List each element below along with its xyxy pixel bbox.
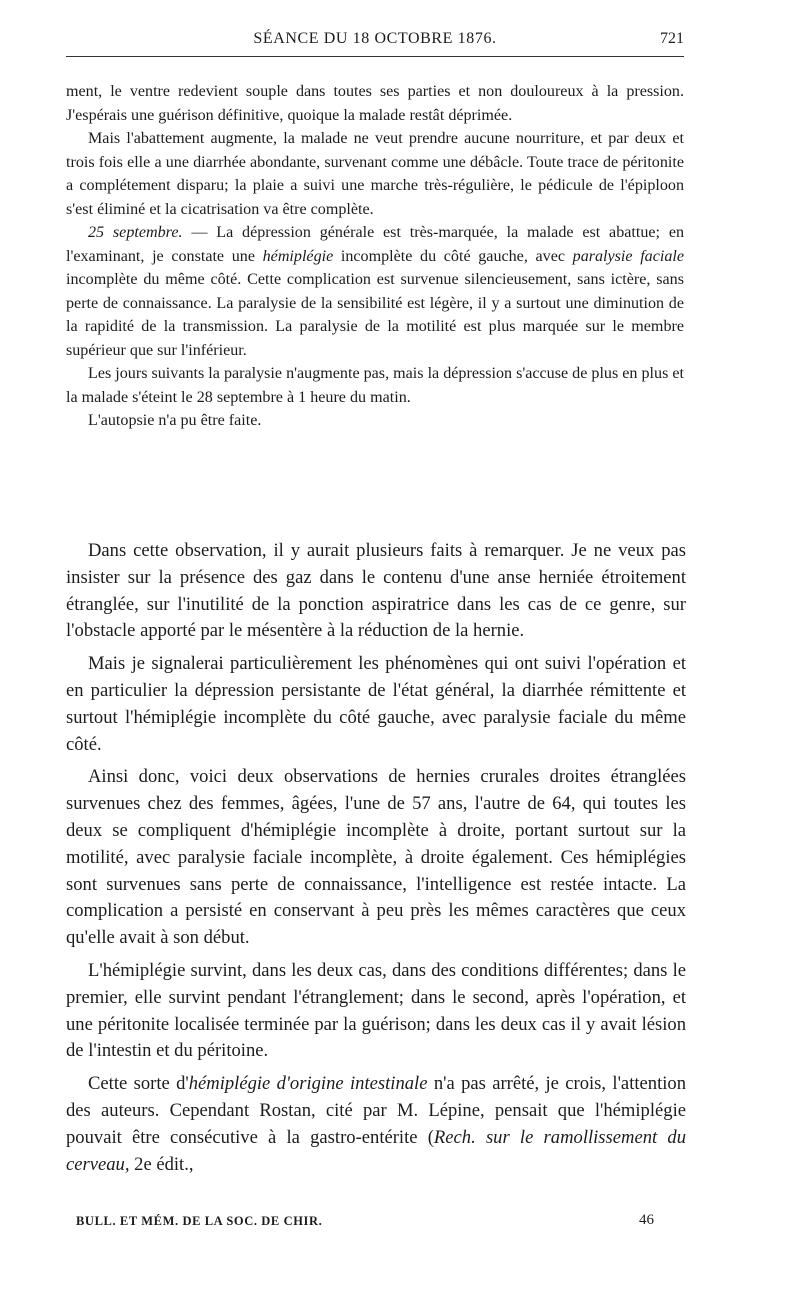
paragraph: Dans cette observation, il y aurait plusieurs faits à remarquer. Je ne veux pas insister sur la présence des gaz dans le contenu d'une anse herniée étroitement étranglée, sur l'inutilité de la ponction aspiratrice dans les cas de ce genre, sur l'obstacle apporté par le mésentère à la réduction de la hernie. — [66, 540, 686, 642]
journal-title: BULL. ET MÉM. DE LA SOC. DE CHIR. — [76, 1214, 323, 1228]
page-footer — [66, 1214, 684, 1234]
page-number: 721 — [660, 30, 684, 47]
paragraph: 25 septembre. — La dépression générale est très-marquée, la malade est abattue; en l'examinant, je constate une hémiplégie incomplète du côté gauche, avec paralysie faciale incomplète du même côté. Cette complication est survenue silencieusement, sans ictère, sans perte de connaissance. La paralysie de la sensibilité est légère, il y a surtout une diminution de la rapidité de la transmission. La paralysie de la motilité est plus marquée sur le membre supérieur que sur l'inférieur. — [66, 224, 685, 359]
italic-term: hémiplégie d'origine intestinale — [188, 1073, 428, 1095]
discussion-text — [66, 538, 686, 1184]
paragraph: Mais l'abattement augmente, la malade ne veut prendre aucune nourriture, et par deux et trois fois elle a une diarrhée abondante, survenant comme une débâcle. Toute trace de péritonite a complétement disparu; la plaie a suivi une marche très-régulière, le pédicule de l'épiploon s'est éliminé et la cicatrisation va être complète. — [66, 130, 684, 218]
paragraph: ment, le ventre redevient souple dans toutes ses parties et non douloureux à la pression. J'espérais une guérison définitive, quoique la malade restât déprimée. — [66, 83, 684, 124]
italic-term: hémiplégie — [262, 247, 334, 265]
case-report-text — [66, 80, 684, 433]
running-title: SÉANCE DU 18 OCTOBRE 1876. — [253, 30, 497, 47]
paragraph: L'autopsie n'a pu être faite. — [88, 412, 262, 429]
paragraph: Ainsi donc, voici deux observations de hernies crurales droites étranglées survenues chez des femmes, âgées, l'une de 57 ans, l'autre de 64, qui toutes les deux se compliquent d'hémiplégie incomplète à droite, portant surtout sur la motilité, avec paralysie faciale incomplète, à droite également. Ces hémiplégies sont survenues sans perte de connaissance, l'intelligence est restée intacte. La complication a persisté en conservant à peu près les mêmes caractères que ceux qu'elle avait à son début. — [66, 766, 686, 949]
paragraph: Les jours suivants la paralysie n'augmente pas, mais la dépression s'accuse de plus en plus et la malade s'éteint le 28 septembre à 1 heure du matin. — [66, 365, 684, 406]
signature-mark: 46 — [639, 1212, 654, 1228]
date-entry: 25 septembre. — [88, 224, 183, 241]
citation-title: Rech. sur le ramollissement du cerveau, — [66, 1126, 686, 1175]
italic-term: paralysie faciale — [572, 247, 684, 265]
page-header — [66, 30, 684, 57]
paragraph: Cette sorte d'hémiplégie d'origine intestinale n'a pas arrêté, je crois, l'attention des auteurs. Cependant Rostan, cité par M. Lépine, pensait que l'hémiplégie pouvait être consécutive à la gastro-entérite (Rech. sur le ramollissement du cerveau, 2e édit., — [66, 1073, 686, 1175]
paragraph: Mais je signalerai particulièrement les phénomènes qui ont suivi l'opération et en particulier la dépression persistante de l'état général, la diarrhée rémittente et surtout l'hémiplégie incomplète du côté gauche, avec paralysie faciale du même côté. — [66, 653, 686, 755]
paragraph: L'hémiplégie survint, dans les deux cas, dans des conditions différentes; dans le premier, elle survint pendant l'étranglement; dans le second, après l'opération, et une péritonite localisée terminée par la guérison; dans les deux cas il y avait lésion de l'intestin et du péritoine. — [66, 959, 686, 1062]
